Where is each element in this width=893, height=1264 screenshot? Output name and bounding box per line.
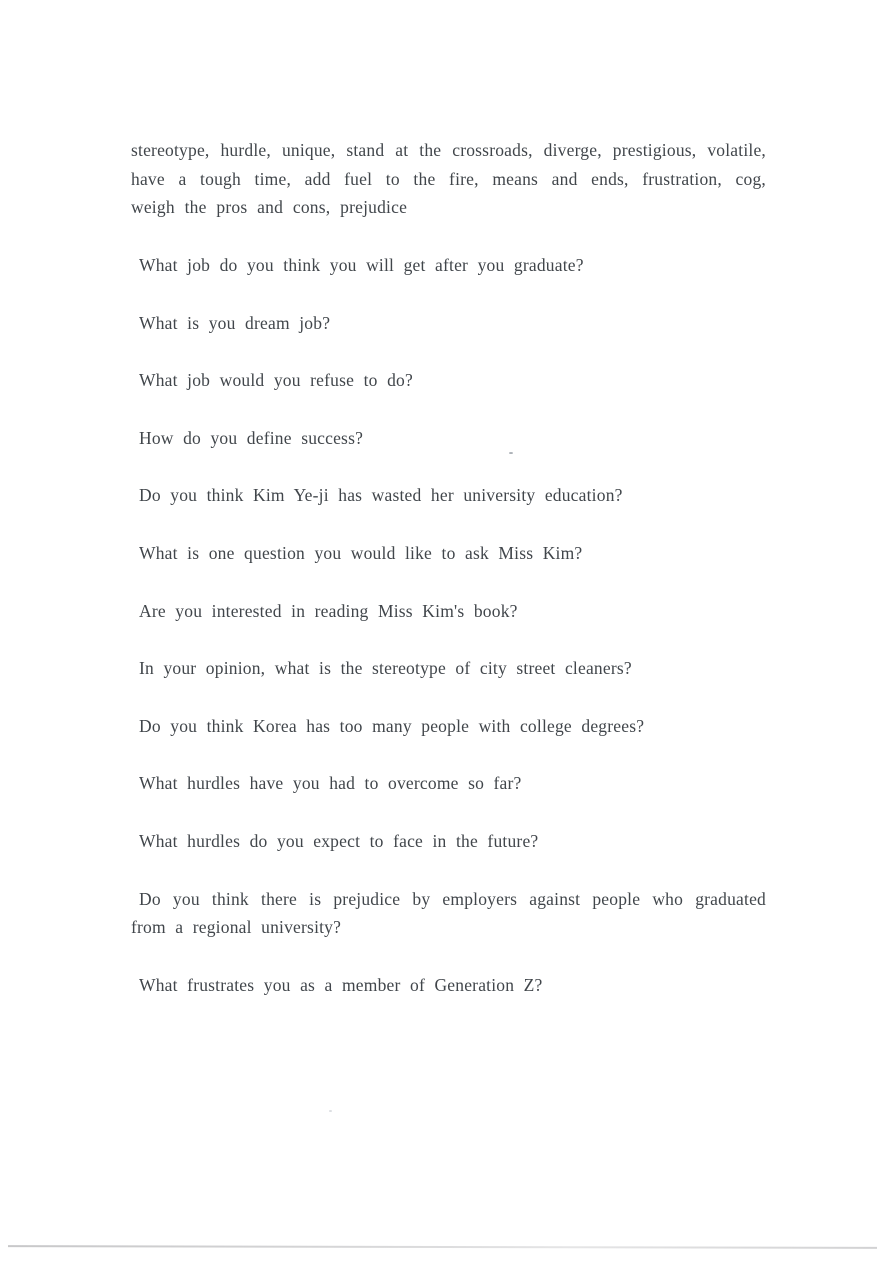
vocabulary-paragraph: stereotype, hurdle, unique, stand at the crossroads, diverge, prestigious, volatile, have a tough time, add fuel to the fire, means and ends, frustration, cog, weigh the pros and cons, prejudice [131, 140, 766, 218]
question-item: What is one question you would like to ask Miss Kim? [139, 543, 583, 564]
question-list [131, 251, 766, 1000]
question-item: What is you dream job? [139, 312, 331, 333]
question-item: Do you think Kim Ye-ji has wasted her university education? [139, 485, 623, 506]
scan-artifact-dot [509, 452, 513, 454]
page-edge-shadow [8, 1245, 877, 1249]
question-item: How do you define success? [139, 427, 364, 448]
question-item: Do you think there is prejudice by employers against people who graduated from a regional university? [131, 888, 766, 938]
question-item: Are you interested in reading Miss Kim's book? [139, 600, 518, 621]
question-item: Do you think Korea has too many people with college degrees? [139, 715, 645, 736]
question-item: What hurdles have you had to overcome so far? [139, 773, 522, 794]
question-item: What job would you refuse to do? [139, 370, 413, 391]
question-item: In your opinion, what is the stereotype of city street cleaners? [139, 658, 632, 679]
scan-artifact-dot [329, 1110, 332, 1112]
question-item: What frustrates you as a member of Generation Z? [139, 974, 543, 995]
question-item: What job do you think you will get after you graduate? [139, 255, 584, 276]
question-item: What hurdles do you expect to face in the future? [139, 831, 539, 852]
